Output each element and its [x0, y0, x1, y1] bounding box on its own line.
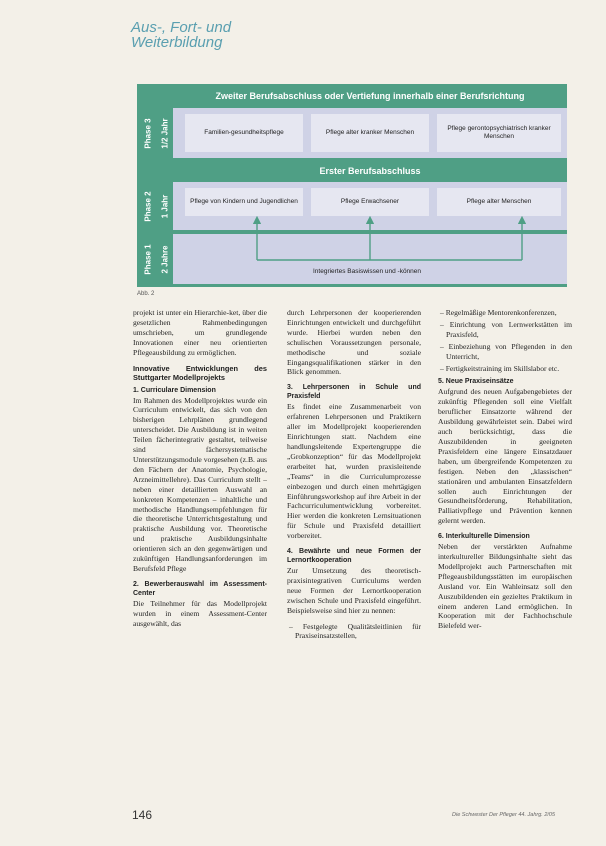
list-item: – Fertigkeitstraining im Skillslabor etc. — [446, 364, 572, 374]
section-title-line2: Weiterbildung — [131, 34, 223, 51]
diagram-header-top: Zweiter Berufsabschluss oder Vertiefung innerhalb einer Berufsrichtung — [215, 91, 525, 101]
paragraph: Die Teilnehmer für das Modellprojekt wurden in einem Assessment-Center ausgewählt, das — [133, 598, 267, 628]
subheading: 2. Bewerberauswahl im Assessment-Center — [133, 580, 267, 597]
phase3-box-2: Pflege alter kranker Menschen — [311, 114, 429, 152]
list-item: – Einbeziehung von Pflegenden in den Unterricht, — [446, 342, 572, 362]
phase1-duration: 2 Jahre — [160, 244, 170, 274]
figure-caption: Abb. 2 — [137, 291, 155, 297]
paragraph: durch Lehrpersonen der kooperierenden Einrichtungen entwickelt und durchgeführt wurde. Hierbei wurden neben den schulischen Voraussetzungen personale, methodische und soziale Eingangsqualifikationen stärker in den Blick genommen. — [287, 308, 421, 377]
bullet-list — [438, 308, 572, 373]
section-title-line1: Aus-, Fort- und — [131, 19, 232, 36]
page-number: 146 — [132, 808, 153, 822]
section-heading: Innovative Entwicklungen des Stuttgarter Modellprojekts — [133, 363, 267, 382]
text-column-3 — [438, 308, 572, 800]
paragraph: Es findet eine Zusammenarbeit von erfahrenen Lehrpersonen und Praktikern aller im Modellprojekt kooperierenden Einrichtungen statt. Nachdem eine handlungsleitende Expertengruppe die „Grobkonzeption“ für das Modellprojekt erarbeitet hat, wurden praxisleitende „Teams“ in die Curriculumprozesse einbezogen und durch einen mehrtägigen Einführungsworkshop auf ihre Arbeit in der Fachcurriculumentwicklung vorbereitet. Hier werden die konkreten Lernsituationen für Schule und Praxisfeld detailliert vorbereitet. — [287, 402, 421, 541]
list-item: – Einrichtung von Lernwerkstätten im Praxisfeld, — [446, 320, 572, 340]
bullet-list — [287, 622, 421, 642]
paragraph: Im Rahmen des Modellprojektes wurde ein Curriculum entwickelt, das sich von den bisherigen Lehrplänen grundlegend unterscheidet. Die Ausbildung ist in weiten Teilen fächerintegrativ gestaltet, teilweise sind fächersystematische Unterstützungsmodule vorgesehen (z.B. aus den Fächern der Anatomie, Psychologie, Arzneimittellehre). Das Curriculum stellt – neben einer detaillierten Auswahl an konkreten Kompetenzen – inhaltliche und methodische Handlungsempfehlungen für die theoretische Unterrichtsgestaltung und praktische Ausbildung vor. Theoretische und praktische Ausbildungsinhalte orientieren sich an den gegenwärtigen und zukünftigen Handlungsanforderungen im Berufsfeld Pflege — [133, 395, 267, 573]
paragraph: projekt ist unter ein Hierarchie-ket, über die gesetzlichen Rahmenbedingungen umschrieben, um grundlegende Innovationen einer neu orientierten Pflegeausbildung zu ermöglichen. — [133, 308, 267, 357]
phase2-box-1: Pflege von Kindern und Jugendlichen — [185, 188, 303, 216]
phase2-label: Phase 2 — [143, 190, 153, 222]
subheading: 3. Lehrpersonen in Schule und Praxisfeld — [287, 384, 421, 401]
diagram-header-middle: Erster Berufsabschluss — [319, 166, 421, 176]
list-item: – Regelmäßige Mentorenkonferenzen, — [446, 308, 572, 318]
section-title — [131, 20, 231, 50]
progression-arrows — [137, 84, 567, 287]
subheading: 5. Neue Praxiseinsätze — [438, 378, 514, 386]
training-model-diagram — [137, 84, 567, 287]
subheading: 1. Curriculare Dimension — [133, 386, 216, 394]
paragraph: Zur Umsetzung des theoretisch-praxisintegrativen Curriculums werden neue Formen der Lernortkooperation zwischen Schule und Praxisfeld eingeführt. Beispielsweise sind hier zu nennen: — [287, 566, 421, 615]
phase3-box-1: Familien-gesundheitspflege — [185, 114, 303, 152]
phase3-label: Phase 3 — [143, 117, 153, 149]
phase1-label: Phase 1 — [143, 243, 153, 275]
paragraph: Neben der verstärkten Aufnahme interkultureller Bildungsinhalte sieht das Modellprojekt auch Partnerschaften mit Pflegeausbildungsstätten im europäischen Ausland vor. Ein Wahleinsatz soll den Auszubildenden ein gezieltes Praktikum in einem anderen Land ermöglichen. In Kooperation mit der Fachhochschule Bielefeld wer- — [438, 542, 572, 631]
phase2-box-3: Pflege alter Menschen — [437, 188, 561, 216]
phase2-duration: 1 Jahr — [160, 194, 170, 218]
phase1-box: Integriertes Basiswissen und -können — [312, 268, 422, 275]
text-column-2 — [287, 308, 421, 800]
list-item: – Festgelegte Qualitätsleitlinien für Praxiseinsatzstellen, — [295, 622, 421, 642]
subheading: 4. Bewährte und neue Formen der Lernortkooperation — [287, 548, 421, 565]
phase2-box-2: Pflege Erwachsener — [311, 188, 429, 216]
text-column-1 — [133, 308, 267, 800]
footer-source: Die Schwester Der Pfleger 44. Jahrg. 2/05 — [452, 812, 556, 818]
subheading: 6. Interkulturelle Dimension — [438, 533, 530, 541]
paragraph: Aufgrund des neuen Aufgabengebietes der zukünftig Pflegenden soll eine Vielfalt beruflicher Einsatzorte während der Ausbildung gewährleistet sein. Dabei wird auch berücksichtigt, dass die Auszubildenden in geeigneten Praxisfeldern eine längere Einsatzdauer haben, um übergreifende Kompetenzen zu festigen. Neben den „klassischen“ stationären und ambulanten Einsatzfeldern sollen auch Einrichtungen der Gesundheitsförderung, Rehabilitation, Palliativpflege und Prävention kennen gelernt werden. — [438, 387, 572, 526]
phase3-duration: 1/2 Jahr — [160, 117, 170, 149]
phase3-box-3: Pflege gerontopsychiatrisch kranker Menschen — [437, 114, 561, 152]
